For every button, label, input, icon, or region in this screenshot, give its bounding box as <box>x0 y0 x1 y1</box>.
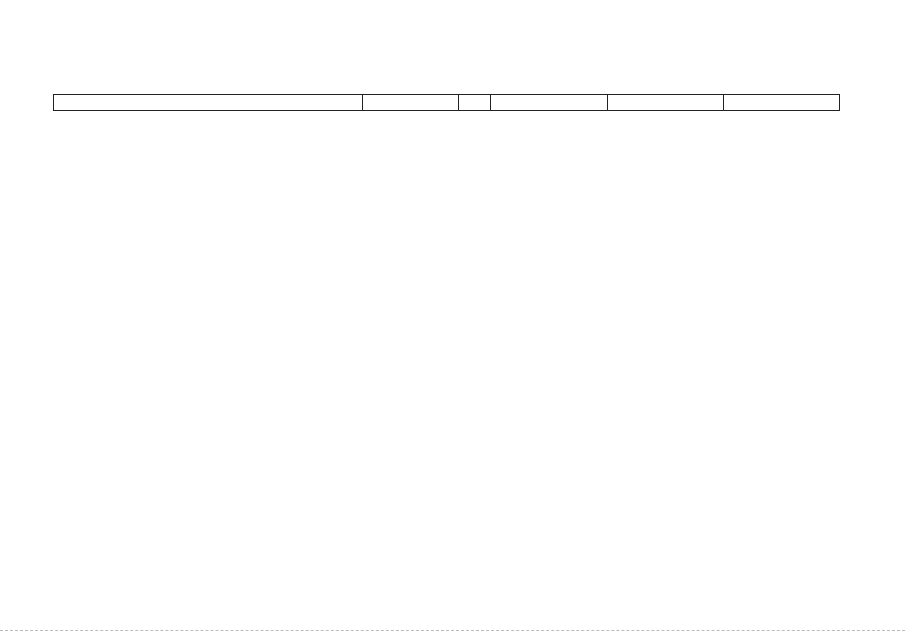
header-col-3 <box>459 95 491 110</box>
header-col-5 <box>608 95 724 110</box>
budget-table <box>53 94 840 111</box>
header-col-6 <box>724 95 839 110</box>
header-col-2 <box>363 95 459 110</box>
header-col-4 <box>491 95 608 110</box>
header-col-1 <box>54 95 363 110</box>
table-header <box>53 94 840 111</box>
scan-edge <box>0 630 905 635</box>
